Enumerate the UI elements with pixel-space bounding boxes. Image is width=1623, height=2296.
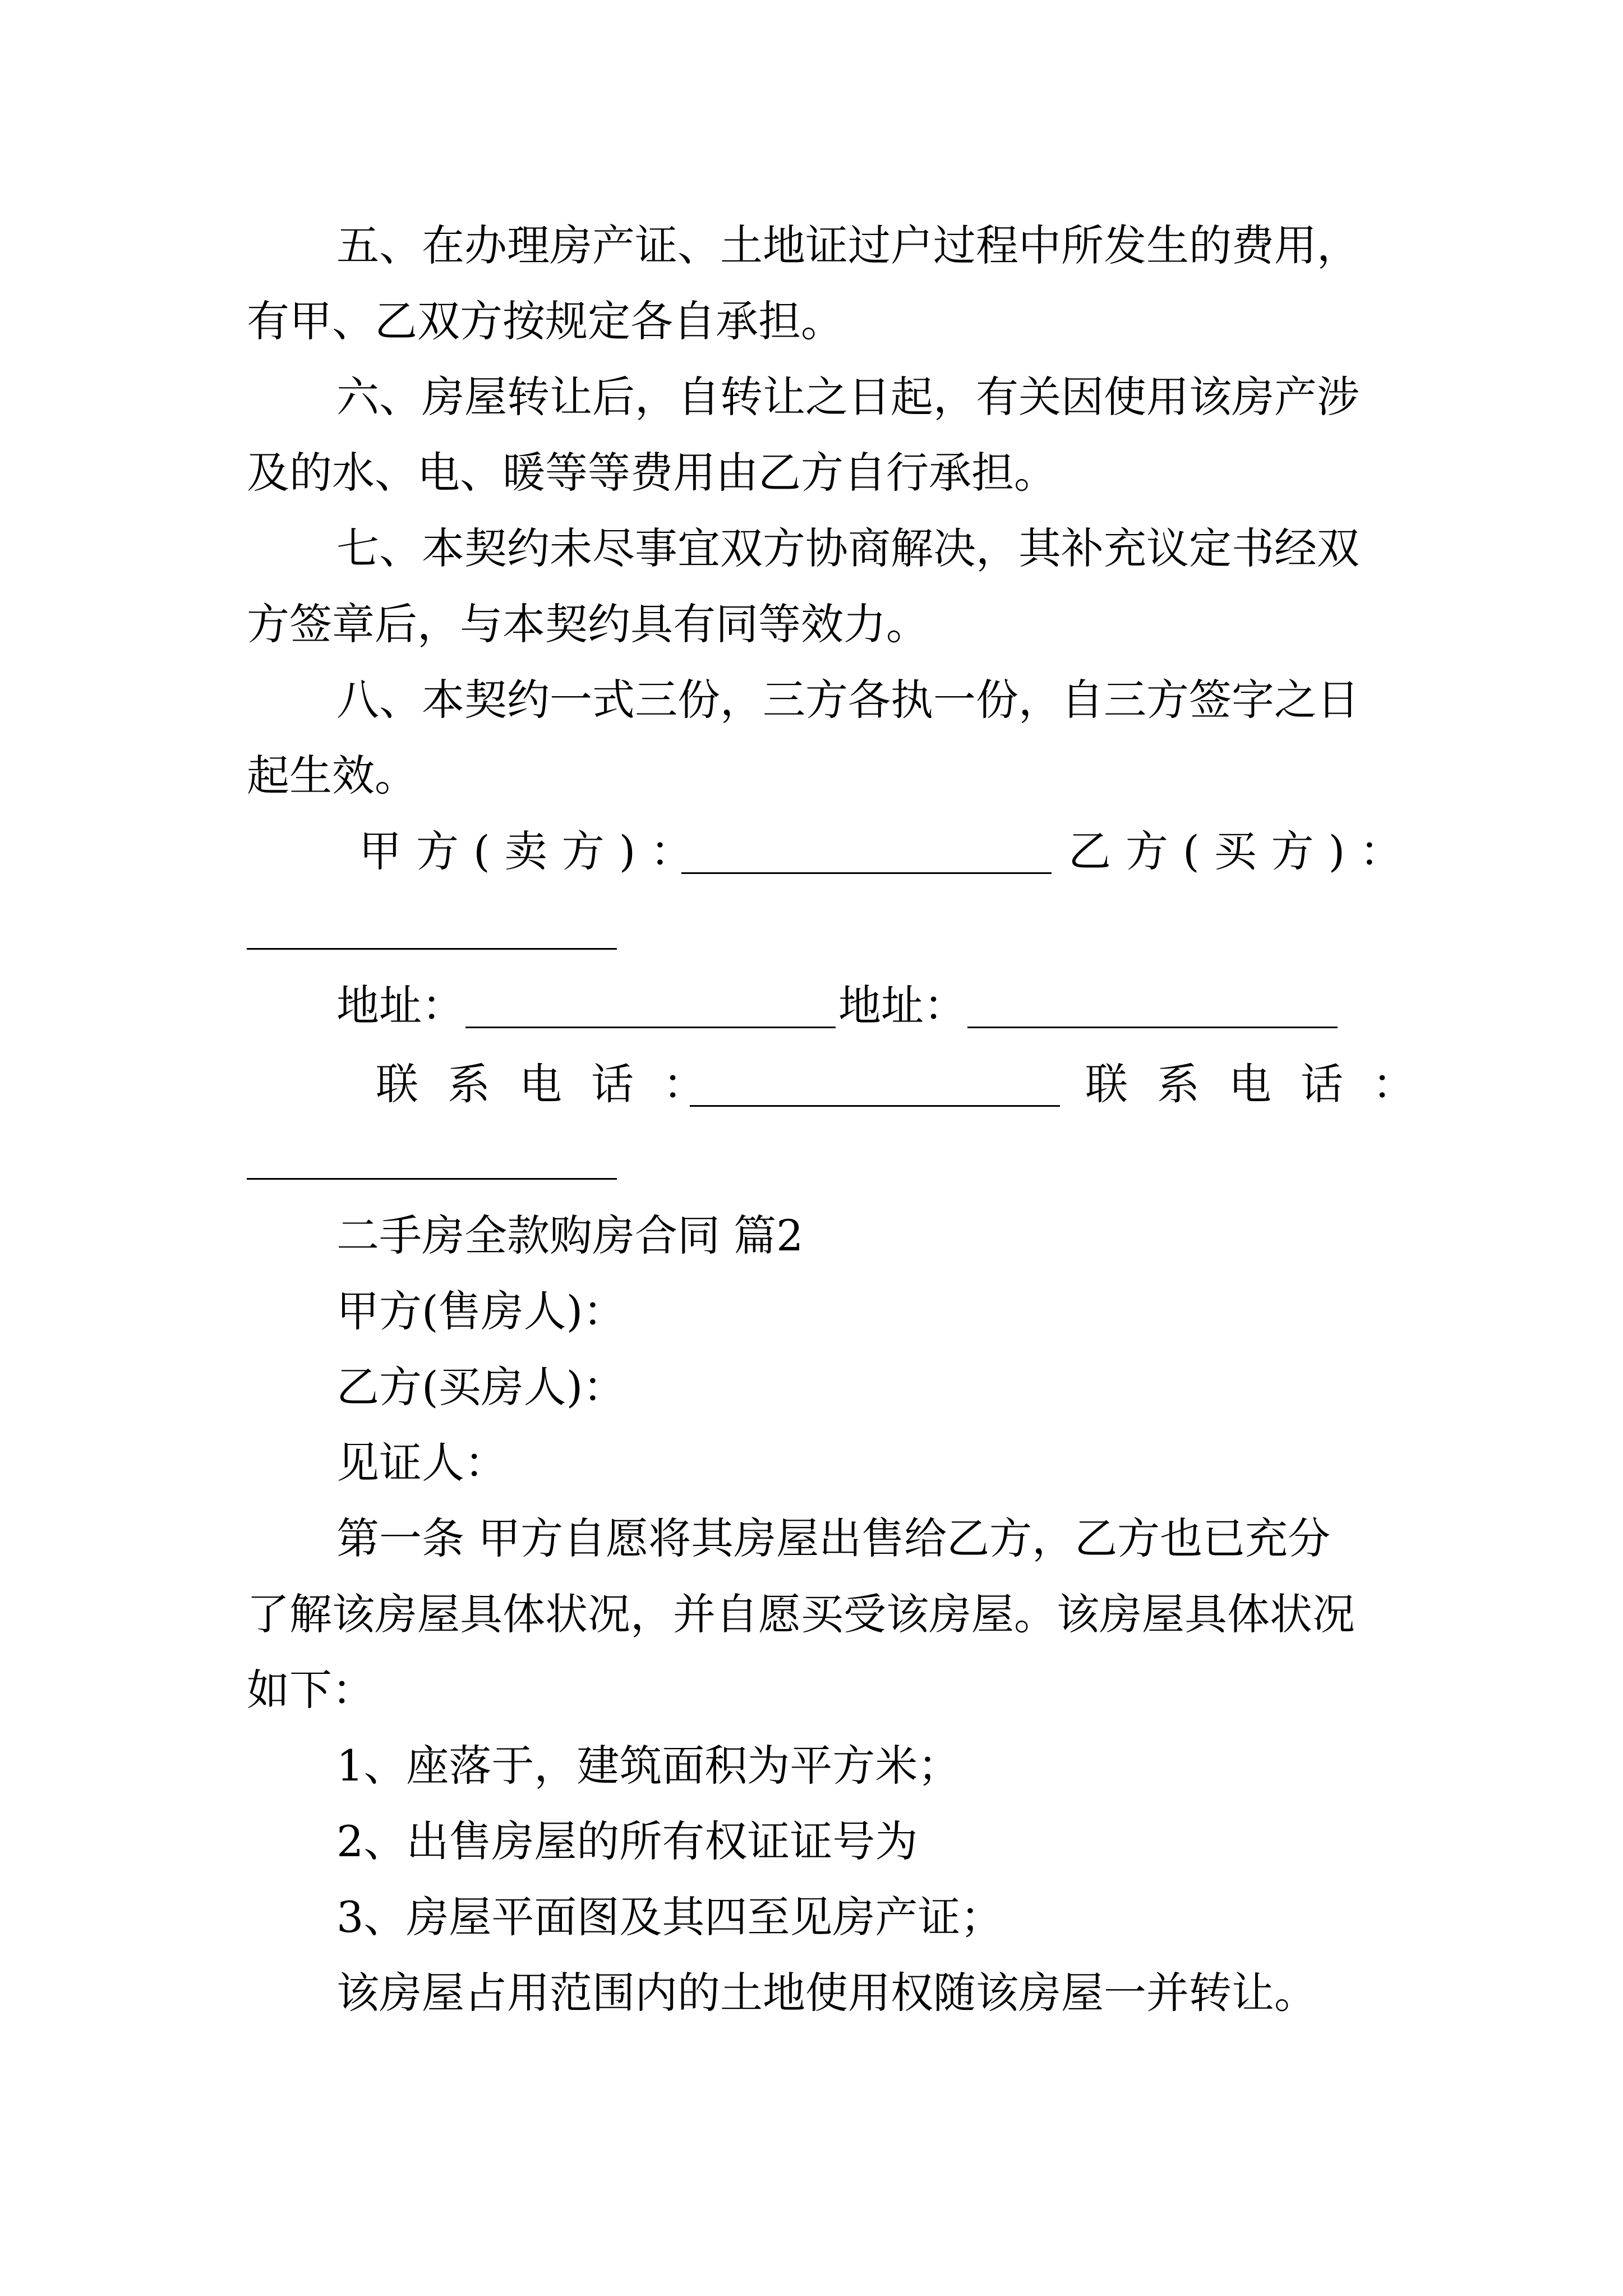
article-1-line-3: 如下： <box>247 1665 375 1715</box>
section-title: 二手房全款购房合同 篇2 <box>336 1211 804 1260</box>
address-b-label: 地址： <box>838 981 966 1030</box>
address-a-blank <box>465 1027 836 1028</box>
clause-8-line-1: 八、本契约一式三份，三方各执一份，自三方签字之日 <box>336 675 1359 725</box>
party-a-signature-blank <box>681 872 1052 874</box>
party-b-buyer-label: 乙方(买方)： <box>1068 826 1417 876</box>
item-2: 2、出售房屋的所有权证证号为 <box>336 1816 918 1866</box>
phone-b-label: 联系电话： <box>1085 1059 1444 1109</box>
address-b-blank <box>967 1027 1338 1028</box>
phone-a-label: 联系电话： <box>376 1059 735 1109</box>
clause-7-line-1: 七、本契约未尽事宜双方协商解决，其补充议定书经双 <box>336 523 1359 573</box>
party-a-seller-label: 甲方(卖方)： <box>359 826 708 876</box>
seller-label: 甲方(售房人)： <box>336 1286 626 1336</box>
party-b-signature-blank <box>247 948 617 950</box>
clause-6-line-1: 六、房屋转让后，自转让之日起，有关因使用该房产涉 <box>336 372 1359 422</box>
item-3: 3、房屋平面图及其四至见房产证； <box>336 1892 1003 1942</box>
article-1-line-2: 了解该房屋具体状况，并自愿买受该房屋。该房屋具体状况 <box>247 1589 1355 1639</box>
article-1-line-1: 第一条 甲方自愿将其房屋出售给乙方，乙方也已充分 <box>336 1513 1331 1563</box>
clause-7-line-2: 方签章后，与本契约具有同等效力。 <box>247 599 929 649</box>
clause-8-line-2: 起生效。 <box>247 751 417 800</box>
clause-6-line-2: 及的水、电、暖等等费用由乙方自行承担。 <box>247 448 1057 498</box>
phone-b-blank <box>247 1178 617 1180</box>
address-a-label: 地址： <box>336 981 464 1030</box>
land-use-clause: 该房屋占用范围内的土地使用权随该房屋一并转让。 <box>336 1968 1317 2018</box>
clause-5-line-2: 有甲、乙双方按规定各自承担。 <box>247 296 843 346</box>
item-1: 1、座落于，建筑面积为平方米； <box>336 1741 961 1791</box>
witness-label: 见证人： <box>336 1438 507 1488</box>
buyer-label: 乙方(买房人)： <box>336 1362 626 1412</box>
phone-a-blank <box>690 1105 1060 1107</box>
clause-5-line-1: 五、在办理房产证、土地证过户过程中所发生的费用， <box>336 220 1359 270</box>
